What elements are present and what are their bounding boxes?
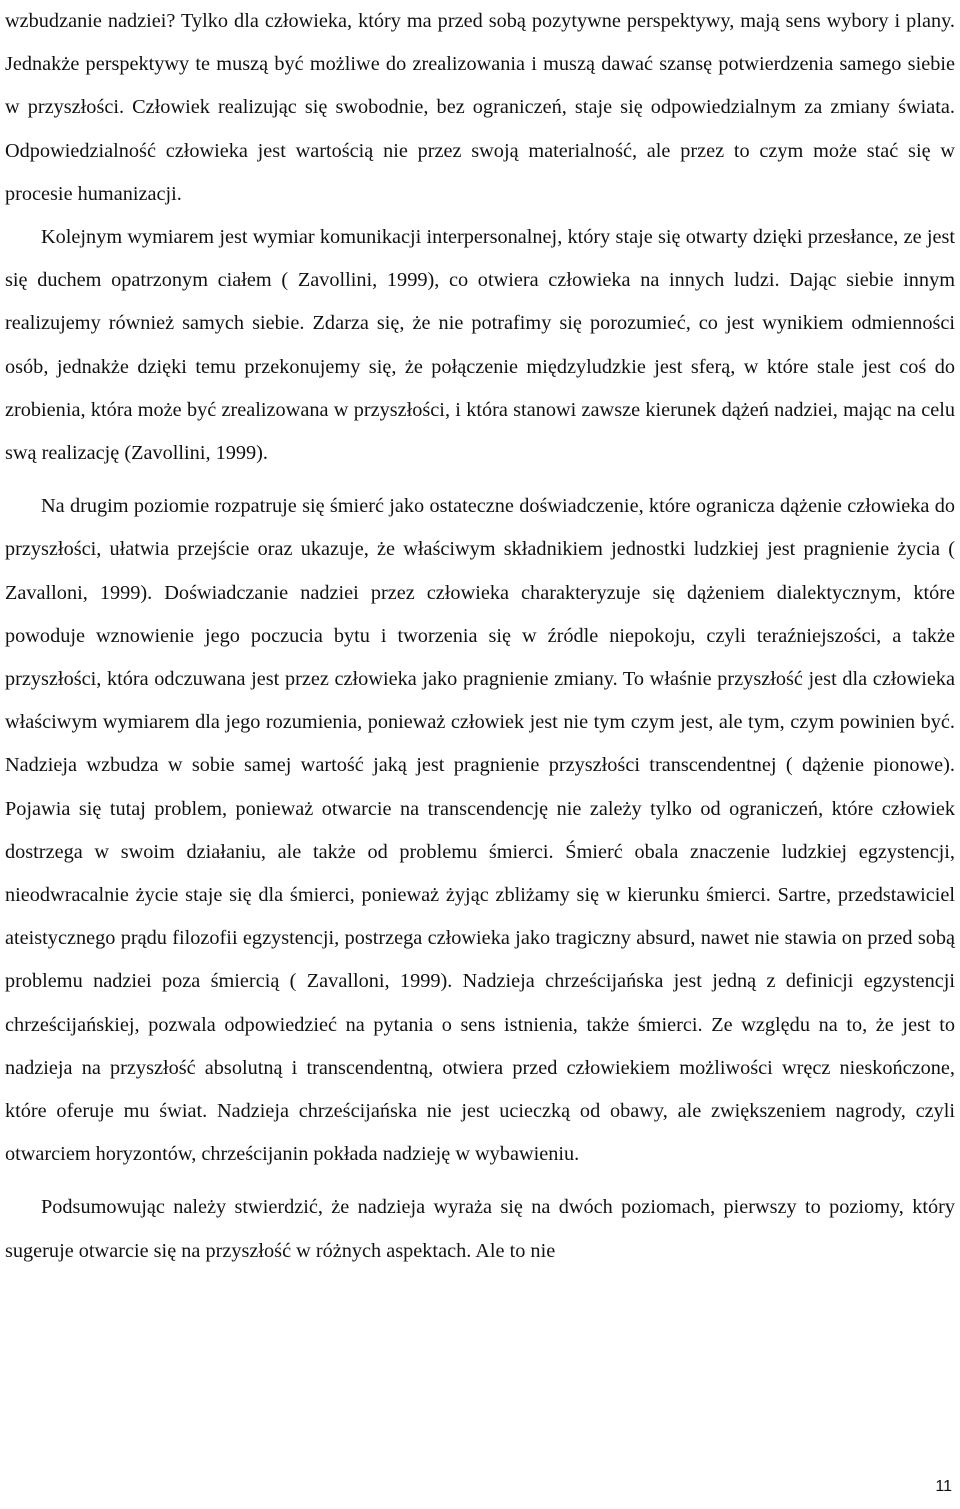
page-number: 11 [935,1478,952,1495]
paragraph-continuation: wzbudzanie nadziei? Tylko dla człowieka, który ma przed sobą pozytywne perspektywy, mają sens wybory i plany. Jednakże perspektywy te muszą być możliwe do zrealizowania i muszą dawać szansę potwierdzenia samego siebie w przyszłości. Człowiek realizując się swobodnie, bez ograniczeń, staje się odpowiedzialnym za zmiany świata. Odpowiedzialność człowieka jest wartością nie przez swoją materialność, ale przez to czym może stać się w procesie humanizacji. [5,10,955,205]
document-page [5,0,955,1273]
paragraph-summary: Podsumowując należy stwierdzić, że nadzieja wyraża się na dwóch poziomach, pierwszy to poziomy, który sugeruje otwarcie się na przyszłość w różnych aspektach. Ale to nie [5,1196,955,1262]
paragraph-death-and-hope: Na drugim poziomie rozpatruje się śmierć jako ostateczne doświadczenie, które ogranicza dążenie człowieka do przyszłości, ułatwia przejście oraz ukazuje, że właściwym składnikiem jednostki ludzkiej jest pragnienie życia ( Zavalloni, 1999). Doświadczanie nadziei przez człowieka charakteryzuje się dążeniem dialektycznym, które powoduje wznowienie jego poczucia bytu i tworzenia się w źródle niepokoju, czyli teraźniejszości, a także przyszłości, która odczuwana jest przez człowieka jako pragnienie zmiany. To właśnie przyszłość jest dla człowieka właściwym wymiarem dla jego rozumienia, ponieważ człowiek jest nie tym czym jest, ale tym, czym powinien być. Nadzieja wzbudza w sobie samej wartość jaką jest pragnienie przyszłości transcendentnej ( dążenie pionowe). Pojawia się tutaj problem, ponieważ otwarcie na transcendencję nie zależy tylko od ograniczeń, które człowiek dostrzega w swoim działaniu, ale także od problemu śmierci. Śmierć obala znaczenie ludzkiej egzystencji, nieodwracalnie życie staje się dla śmierci, ponieważ żyjąc zbliżamy się w kierunku śmierci. Sartre, przedstawiciel ateistycznego prądu filozofii egzystencji, postrzega człowieka jako tragiczny absurd, nawet nie stawia on przed sobą problemu nadziei poza śmiercią ( Zavalloni, 1999). Nadzieja chrześcijańska jest jedną z definicji egzystencji chrześcijańskiej, pozwala odpowiedzieć na pytania o sens istnienia, także śmierci. Ze względu na to, że jest to nadzieja na przyszłość absolutną i transcendentną, otwiera przed człowiekiem możliwości wręcz nieskończone, które oferuje mu świat. Nadzieja chrześcijańska nie jest ucieczką od obawy, ale zwiększeniem nagrody, czyli otwarciem horyzontów, chrześcijanin pokłada nadzieję w wybawieniu. [5,495,955,1166]
paragraph-interpersonal-communication: Kolejnym wymiarem jest wymiar komunikacji interpersonalnej, który staje się otwarty dzięki przesłance, ze jest się duchem opatrzonym ciałem ( Zavollini, 1999), co otwiera człowieka na innych ludzi. Dając siebie innym realizujemy również samych siebie. Zdarza się, że nie potrafimy się porozumieć, co jest wynikiem odmienności osób, jednakże dzięki temu przekonujemy się, że połączenie międzyludzkie jest sferą, w które stale jest coś do zrobienia, która może być zrealizowana w przyszłości, i która stanowi zawsze kierunek dążeń nadziei, mając na celu swą realizację (Zavollini, 1999). [5,226,955,465]
